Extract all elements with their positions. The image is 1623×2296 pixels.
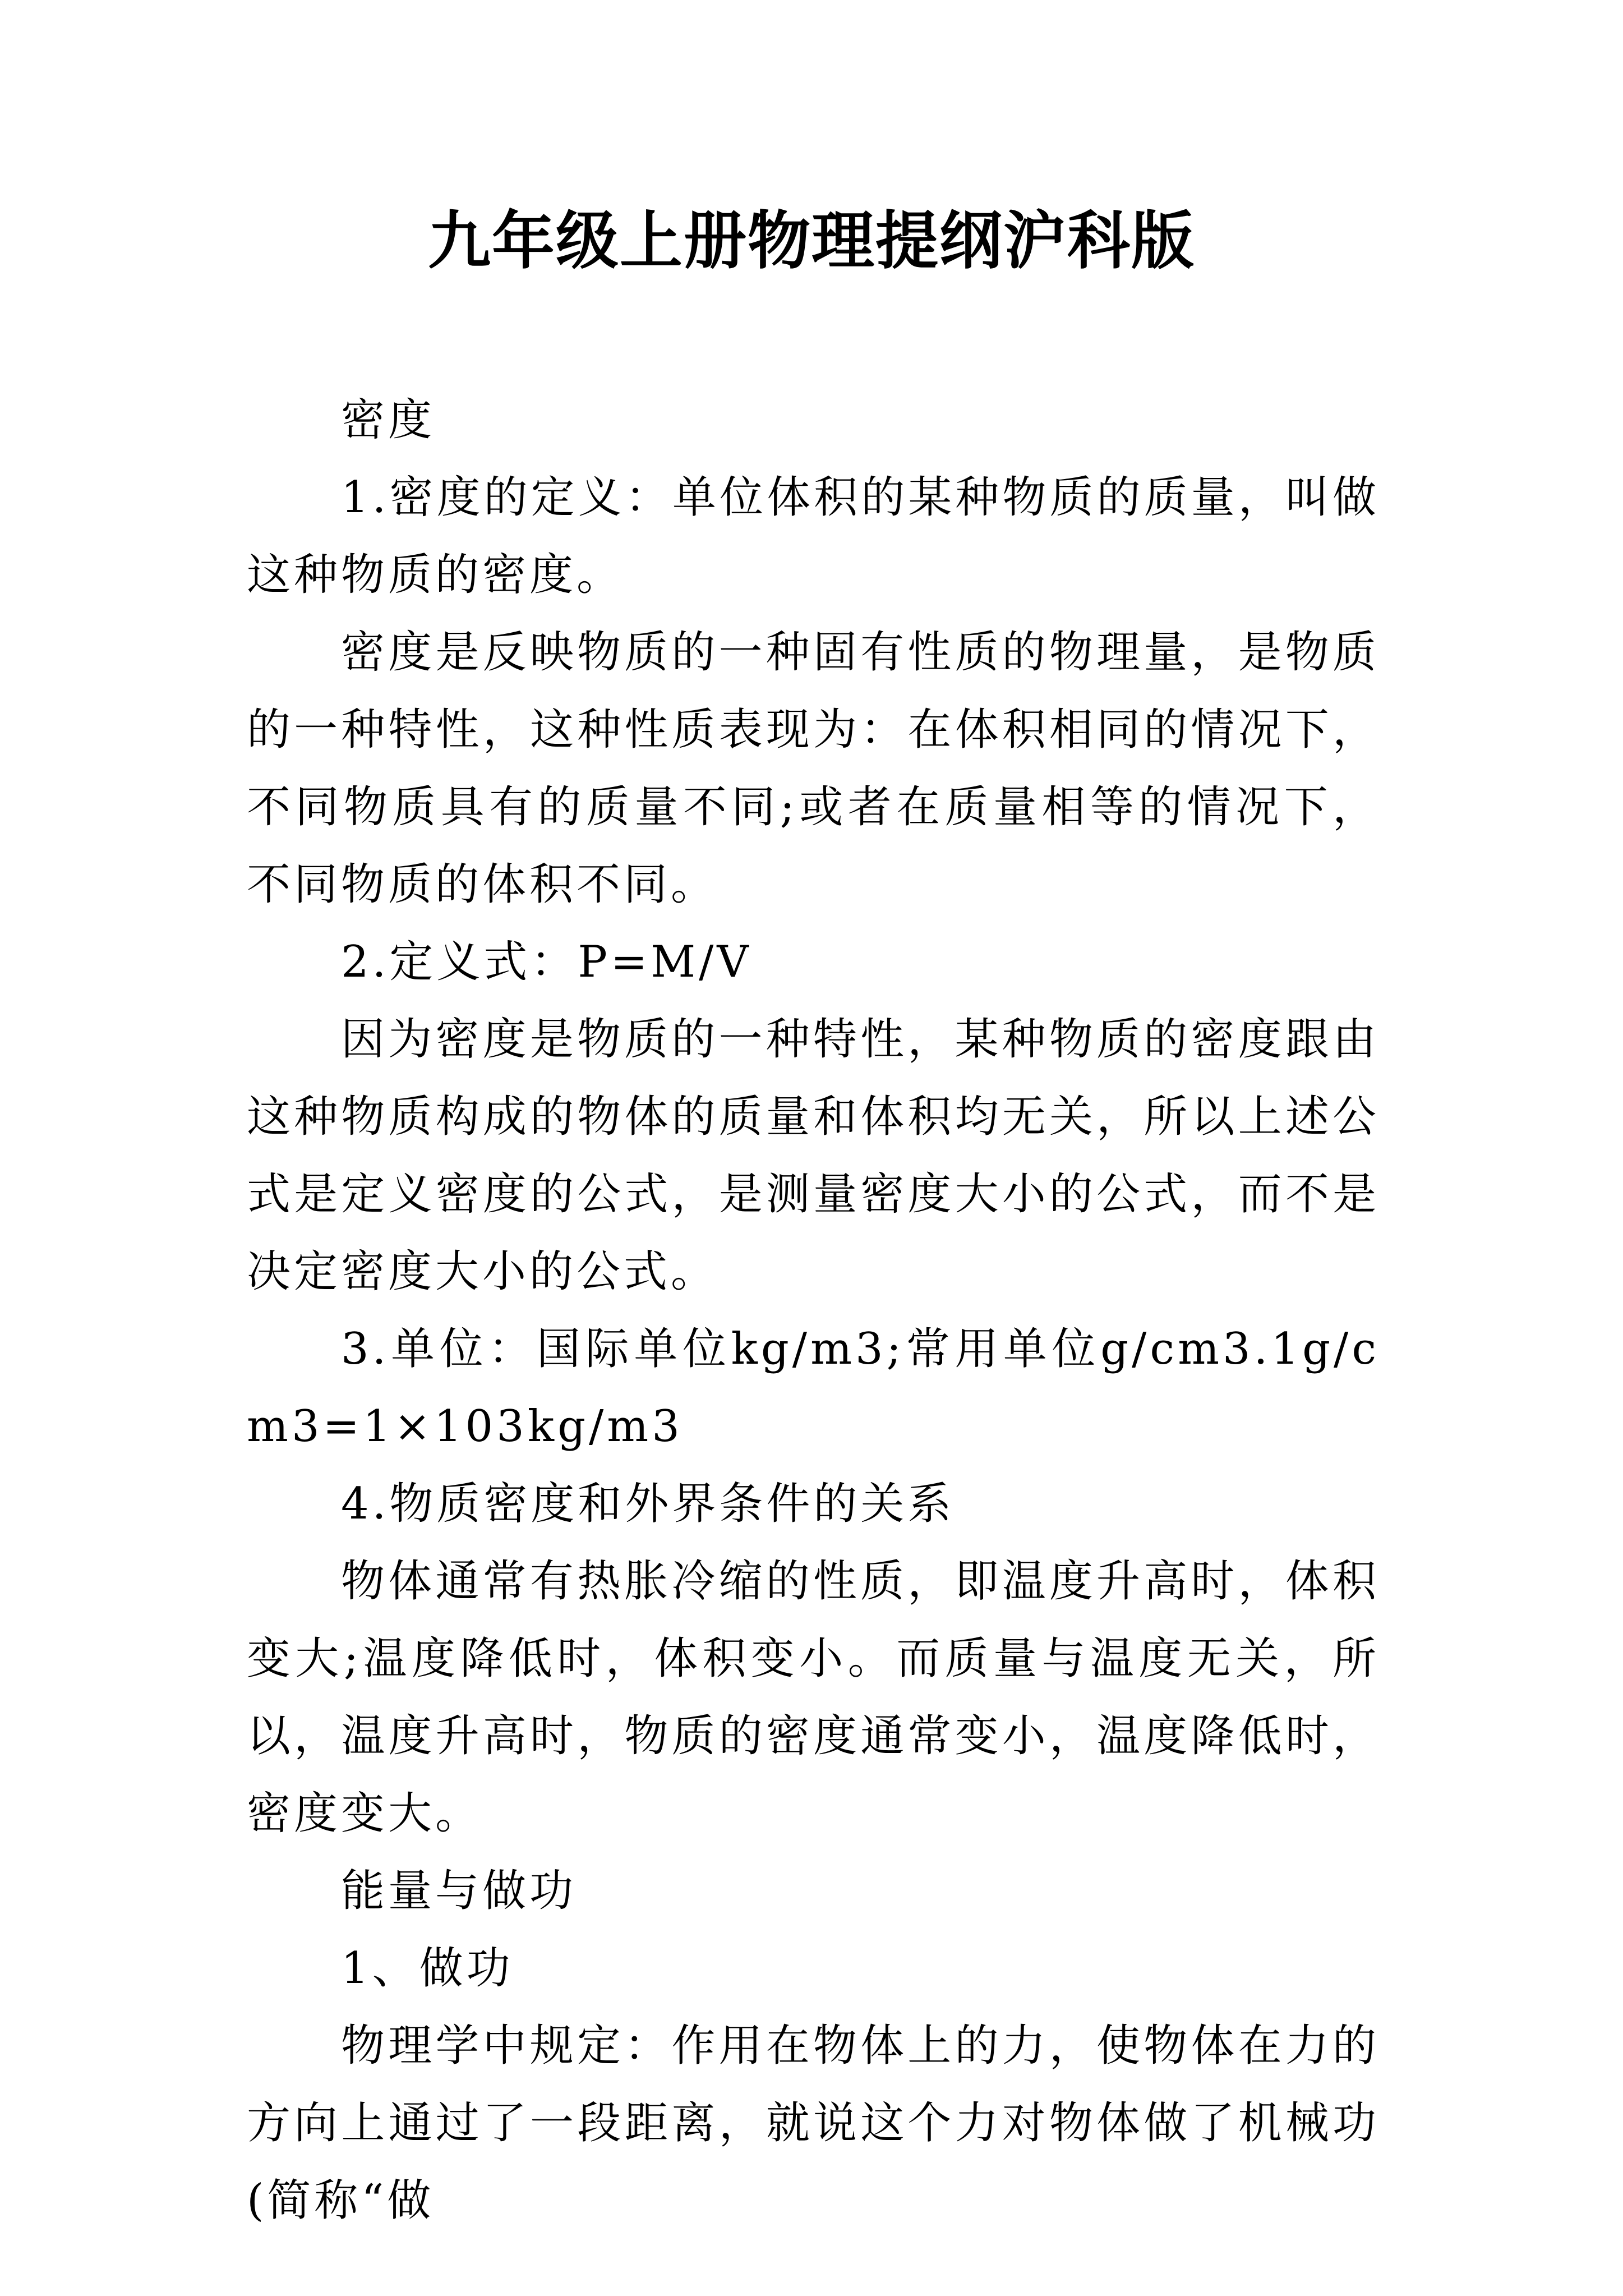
paragraph-formula-explanation: 因为密度是物质的一种特性，某种物质的密度跟由这种物质构成的物体的质量和体积均无关，所以上述公式是定义密度的公式，是测量密度大小的公式，而不是决定密度大小的公式。 bbox=[247, 1014, 1380, 1297]
section-heading-energy-work: 能量与做功 bbox=[341, 1866, 577, 1916]
paragraph-units: 3.单位：国际单位kg/m3;常用单位g/cm3.1g/cm3=1×103kg/m3 bbox=[247, 1324, 1380, 1452]
paragraph-density-definition: 1.密度的定义：单位体积的某种物质的质量，叫做这种物质的密度。 bbox=[247, 472, 1380, 600]
paragraph-work-heading: 1、做功 bbox=[341, 1943, 514, 1994]
paragraph-density-conditions-heading: 4.物质密度和外界条件的关系 bbox=[341, 1479, 955, 1529]
section-heading-density: 密度 bbox=[341, 395, 436, 445]
document-body bbox=[247, 381, 1380, 2239]
paragraph-thermal-expansion: 物体通常有热胀冷缩的性质，即温度升高时，体积变大;温度降低时，体积变小。而质量与温度无关，所以，温度升高时，物质的密度通常变小，温度降低时，密度变大。 bbox=[247, 1556, 1380, 1839]
paragraph-formula: 2.定义式：P=M/V bbox=[341, 937, 752, 987]
document-title: 九年级上册物理提纲沪科版 bbox=[428, 204, 1195, 278]
paragraph-density-property: 密度是反映物质的一种固有性质的物理量，是物质的一种特性，这种性质表现为：在体积相同的情况下，不同物质具有的质量不同;或者在质量相等的情况下，不同物质的体积不同。 bbox=[247, 627, 1380, 910]
paragraph-work-definition: 物理学中规定：作用在物体上的力，使物体在力的方向上通过了一段距离，就说这个力对物体做了机械功(简称“做 bbox=[247, 2021, 1380, 2226]
